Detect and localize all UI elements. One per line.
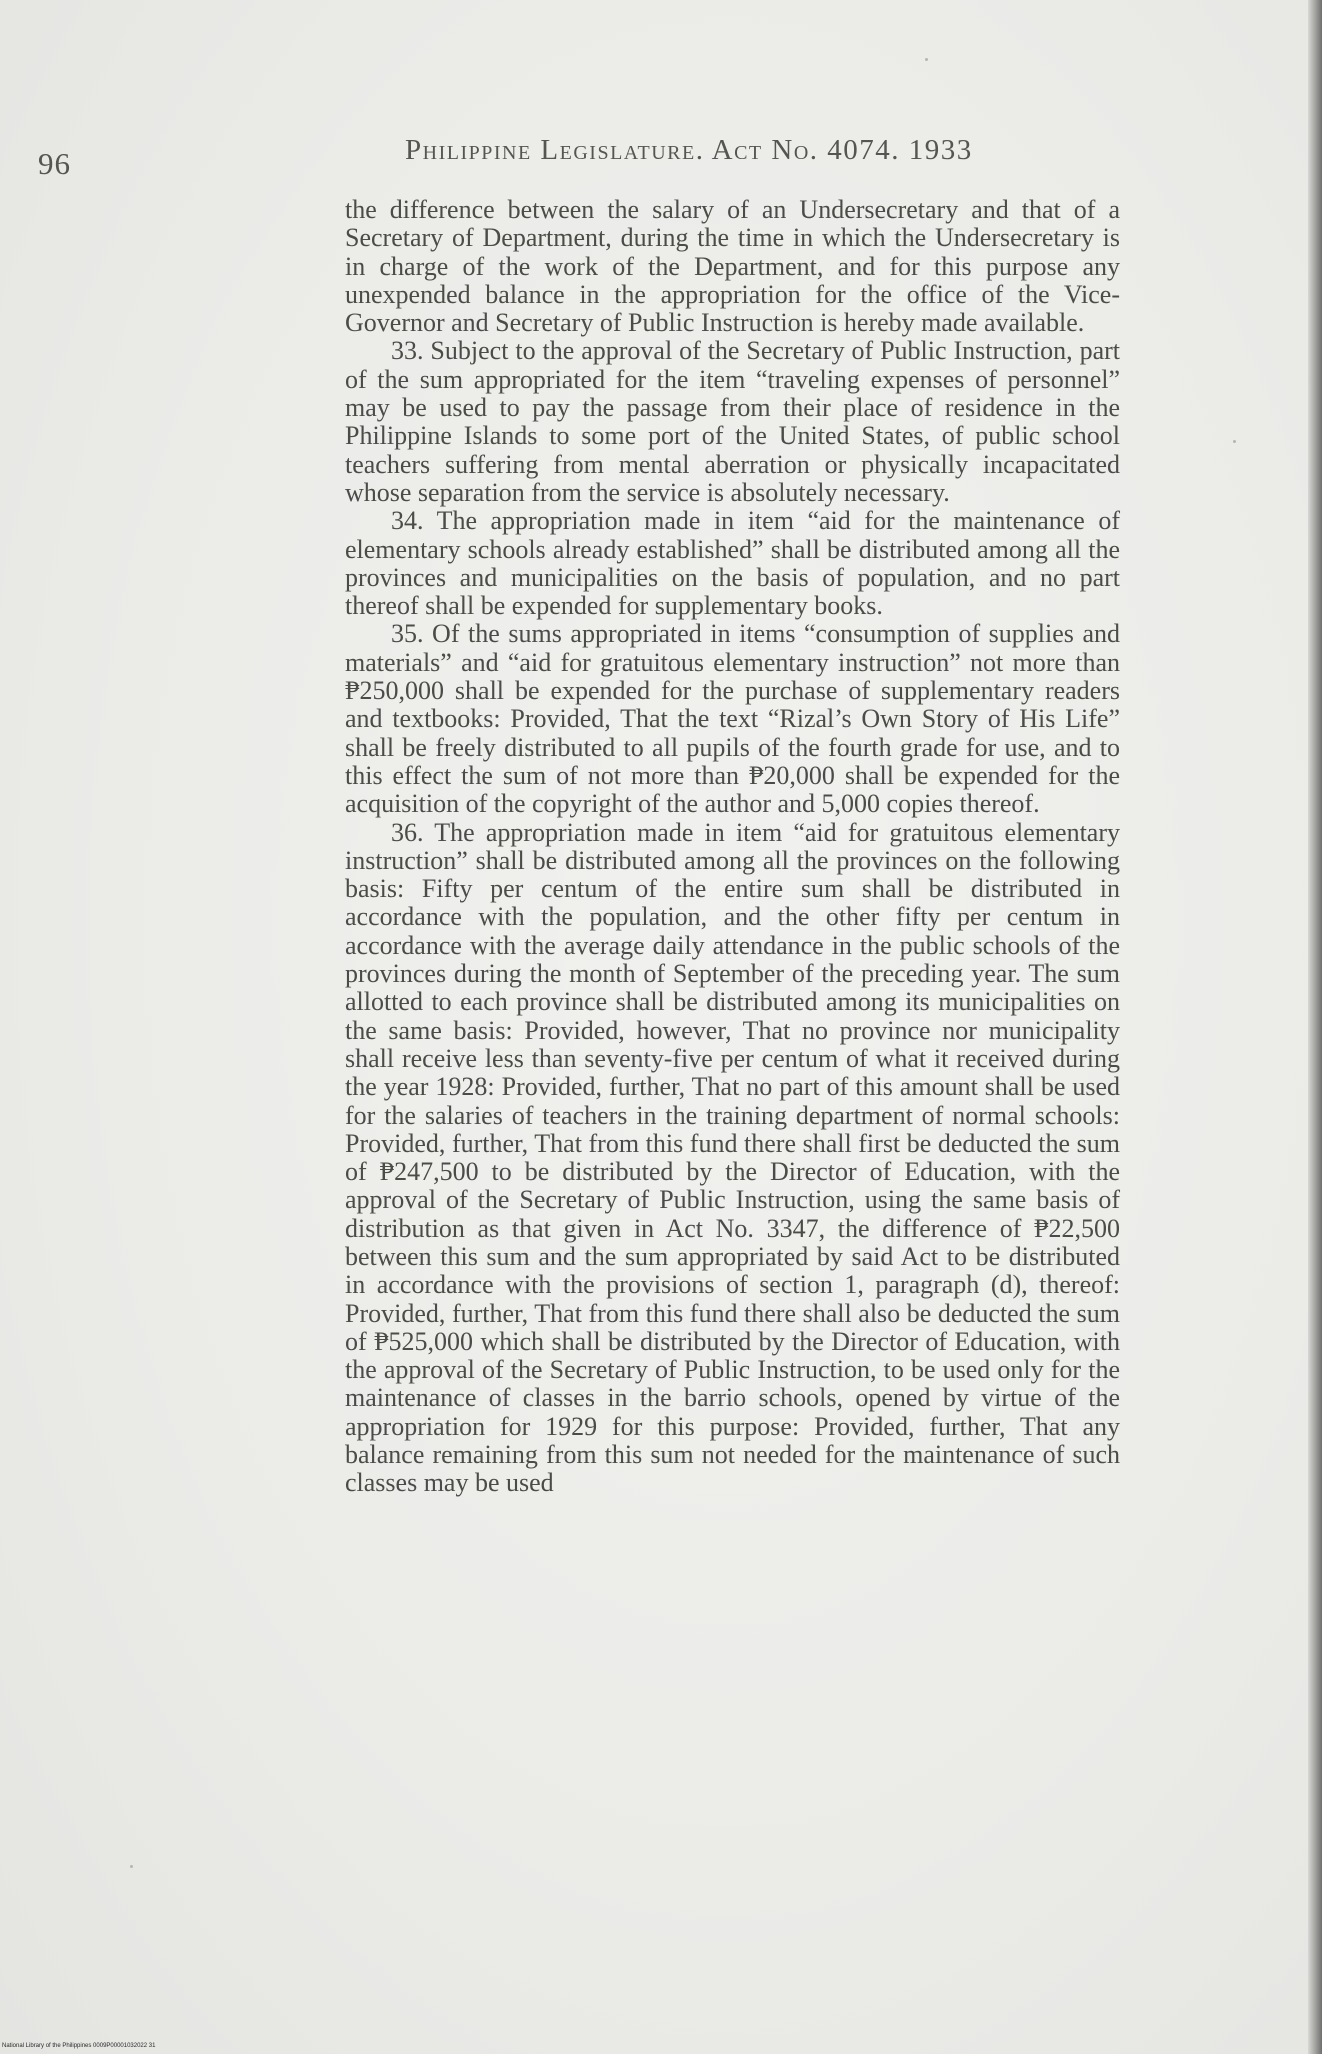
paper-speck: [925, 58, 928, 61]
paper-speck: [1233, 440, 1236, 443]
page-number: 96: [38, 146, 71, 181]
body-text: [345, 196, 1120, 1498]
footer-credit: National Library of the Philippines 0009P00001032022 31: [2, 2043, 156, 2049]
paragraph-section-36: 36. The appropriation made in item “aid for gratuitous elementary instruction” shall be distributed among all the provinces on the following basis: Fifty per centum of the entire sum shall be distributed in accordance with the population, and the other fifty per centum in accordance with the average daily attendance in the public schools of the provinces during the month of September of the preceding year. The sum allotted to each province shall be distributed among its municipalities on the same basis: Provided, however, That no province nor municipality shall receive less than seventy-five per centum of what it received during the year 1928: Provided, further, That no part of this amount shall be used for the salaries of teachers in the training department of normal schools: Provided, further, That from this fund there shall first be deducted the sum of ₱247,500 to be distributed by the Director of Education, with the approval of the Secretary of Public Instruction, using the same basis of distribution as that given in Act No. 3347, the difference of ₱22,500 between this sum and the sum appropriated by said Act to be distributed in accordance with the provisions of section 1, paragraph (d), thereof: Provided, further, That from this fund there shall also be deducted the sum of ₱525,000 which shall be distributed by the Director of Education, with the approval of the Secretary of Public Instruction, to be used only for the maintenance of classes in the barrio schools, opened by virtue of the appropriation for 1929 for this purpose: Provided, further, That any balance remaining from this sum not needed for the maintenance of such classes may be used: [345, 817, 1120, 1498]
paragraph-section-35: 35. Of the sums appropriated in items “consumption of supplies and materials” and “aid for gratuitous elementary instruction” not more than ₱250,000 shall be expended for the purchase of supplementary readers and textbooks: Provided, That the text “Rizal’s Own Story of His Life” shall be freely distributed to all pupils of the fourth grade for use, and to this effect the sum of not more than ₱20,000 shall be expended for the acquisition of the copyright of the author and 5,000 copies thereof.: [345, 619, 1120, 819]
paragraph-section-34: 34. The appropriation made in item “aid for the maintenance of elementary schools already established” shall be distributed among all the provinces and municipalities on the basis of population, and no part thereof shall be expended for supplementary books.: [345, 506, 1120, 621]
paragraph-section-33: 33. Subject to the approval of the Secretary of Public Instruction, part of the sum appropriated for the item “traveling expenses of personnel” may be used to pay the passage from their place of residence in the Philippine Islands to some port of the United States, of public school teachers suffering from mental aberration or physically incapacitated whose separation from the service is absolutely necessary.: [345, 336, 1120, 507]
paper-speck: [130, 1865, 133, 1868]
paragraph-continuation: the difference between the salary of an Undersecretary and that of a Secretary of Department, during the time in which the Undersecretary is in charge of the work of the Department, and for this purpose any unexpended balance in the appropriation for the office of the Vice-Governor and Secretary of Public Instruction is hereby made available.: [345, 195, 1120, 338]
running-head: Philippine Legislature. Act No. 4074. 1933: [405, 134, 973, 166]
page-binding-edge: [1308, 0, 1322, 2054]
